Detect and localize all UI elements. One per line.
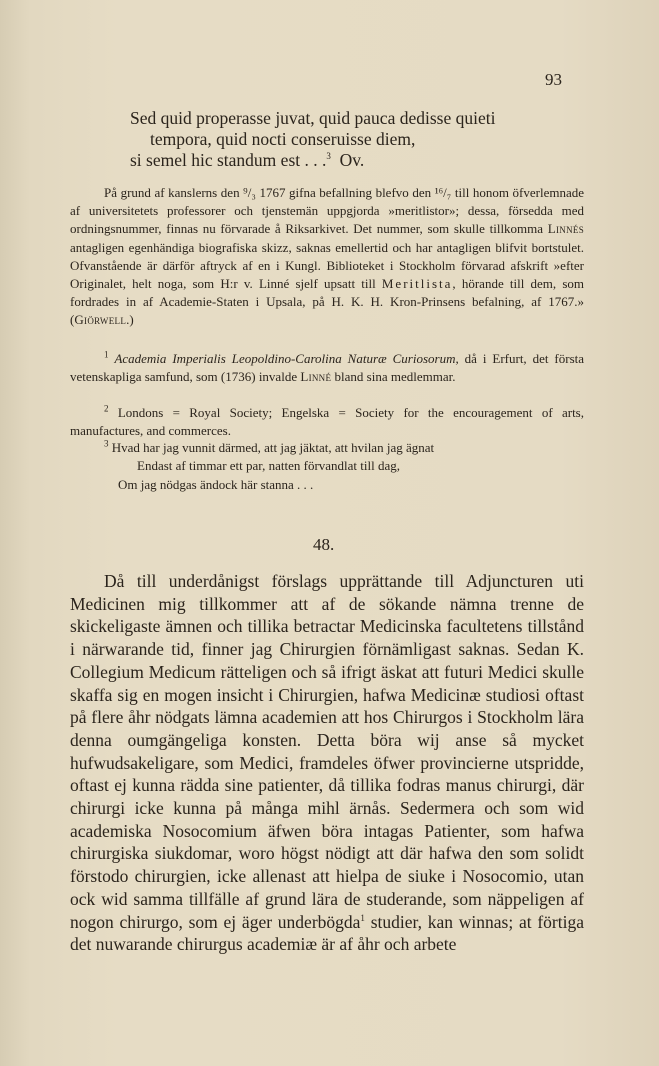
- footnote-2: $^2$ Londons = Royal Society; Engelska = Society for the encouragement of arts, manufactures, and commerces.: [70, 403, 584, 439]
- date-2: ¹⁶/₇: [434, 185, 452, 200]
- footnote-3-line-2: Endast af timmar ett par, natten förvandlat till dag,: [137, 458, 401, 473]
- linne-name: Linnés: [547, 221, 585, 237]
- main-text: Då till underdånigst förslags upprättande till Adjuncturen uti Medicinen mig tillkommer att af de sökande nämna trenne de skickeligaste ämnen och tillika betractar Medicinska facultetens tillstånd i närwarande tid, finner jag Chirurgien förnämligast saknas. Sedan K. Collegium Medicum rätteligen och så ifrigt äskat att futuri Medici skulle skaffa sig en mogen insicht i Chirurgien, hafwa Medicinæ studiosi oftast på flere åhr nödgats lämna academien att hos Chirurgos i Stockholm lära denna oumgängeliga konsten. Detta böra wij anse så mycket hufwudsakeligare, som Medici, framdeles öfwer provincierne utspridde, oftast ej kunna rädda sine patienter, då tillika fodras manus chirurgi, där chirurgi icke kunna på många mihl ärnås. Sedermera och som wid academiska Nosocomium äfwen böra intagas Patienter, som hafwa chirurgiska siukdomar, woro högst nödigt att där hafwa den som solidt förstodo chirurgien, icke allenast att hielpa de siuke i Nosocomio, utan ock wid samma tillfälle af grund lära de studerande, som näppeligen af nogon chirurgo, som ej äger underbögda$^1$ studier, kan winnas; at förtiga det nuwarande chirurgus academiæ är af åhr och arbete: [70, 571, 585, 955]
- section-number: 48.: [313, 535, 335, 554]
- verse-line-1: Sed quid properasse juvat, quid pauca dedisse quieti: [130, 108, 496, 128]
- meritlista: Meritlista: [381, 276, 453, 292]
- gjorwell: Giörwell: [74, 312, 127, 328]
- verse-line-3: si semel hic standum est . . .$^3$ Ov.: [130, 150, 365, 170]
- footnote-3-line-3: Om jag nödgas ändock här stanna . . .: [118, 477, 314, 492]
- footnote-1: $^1$ Academia Imperialis Leopoldino-Carolina Naturæ Curiosorum, då i Erfurt, det första vetenskapliga samfund, som (1736) invalde Linné bland sina medlemmar.: [70, 349, 585, 385]
- footnote-3-line-1: $^3$ Hvad har jag vunnit därmed, att jag jäktat, att hvilan jag ägnat: [104, 438, 435, 455]
- page-number: 93: [545, 70, 562, 89]
- footnote-ref-3: 3: [326, 151, 331, 162]
- editor-note: På grund af kanslerns den ⁹/₃ 1767 gifna befallning blefvo den ¹⁶/₇ till honom öfverlemnade af universitetets professorer och tjenstemän uppgjorda »meritlistor»; dessa, försedda med ordningsnummer, finnas nu förvarade å Riksarkivet. Det nummer, som skulle tillkomma Linnés antagligen egenhändiga biografiska skizz, saknas emellertid och har antagligen blifvit bortstulet. Ofvanstående är därför aftryck af en i Kungl. Biblioteket i Stockholm förvarad afskrift »efter Originalet, helt noga, som H:r v. Linné sjelf upsatt till Meritlista, hörande till dem, som fordrades in af Academie-Staten i Upsala, på H. K. H. Kron-Prinsens befalning, af 1767.» (Giörwell.): [70, 185, 585, 328]
- footnote-ref-1: 1: [360, 912, 365, 923]
- verse-line-2: tempora, quid nocti conseruisse diem,: [150, 129, 416, 149]
- date-1: ⁹/₃: [243, 185, 256, 200]
